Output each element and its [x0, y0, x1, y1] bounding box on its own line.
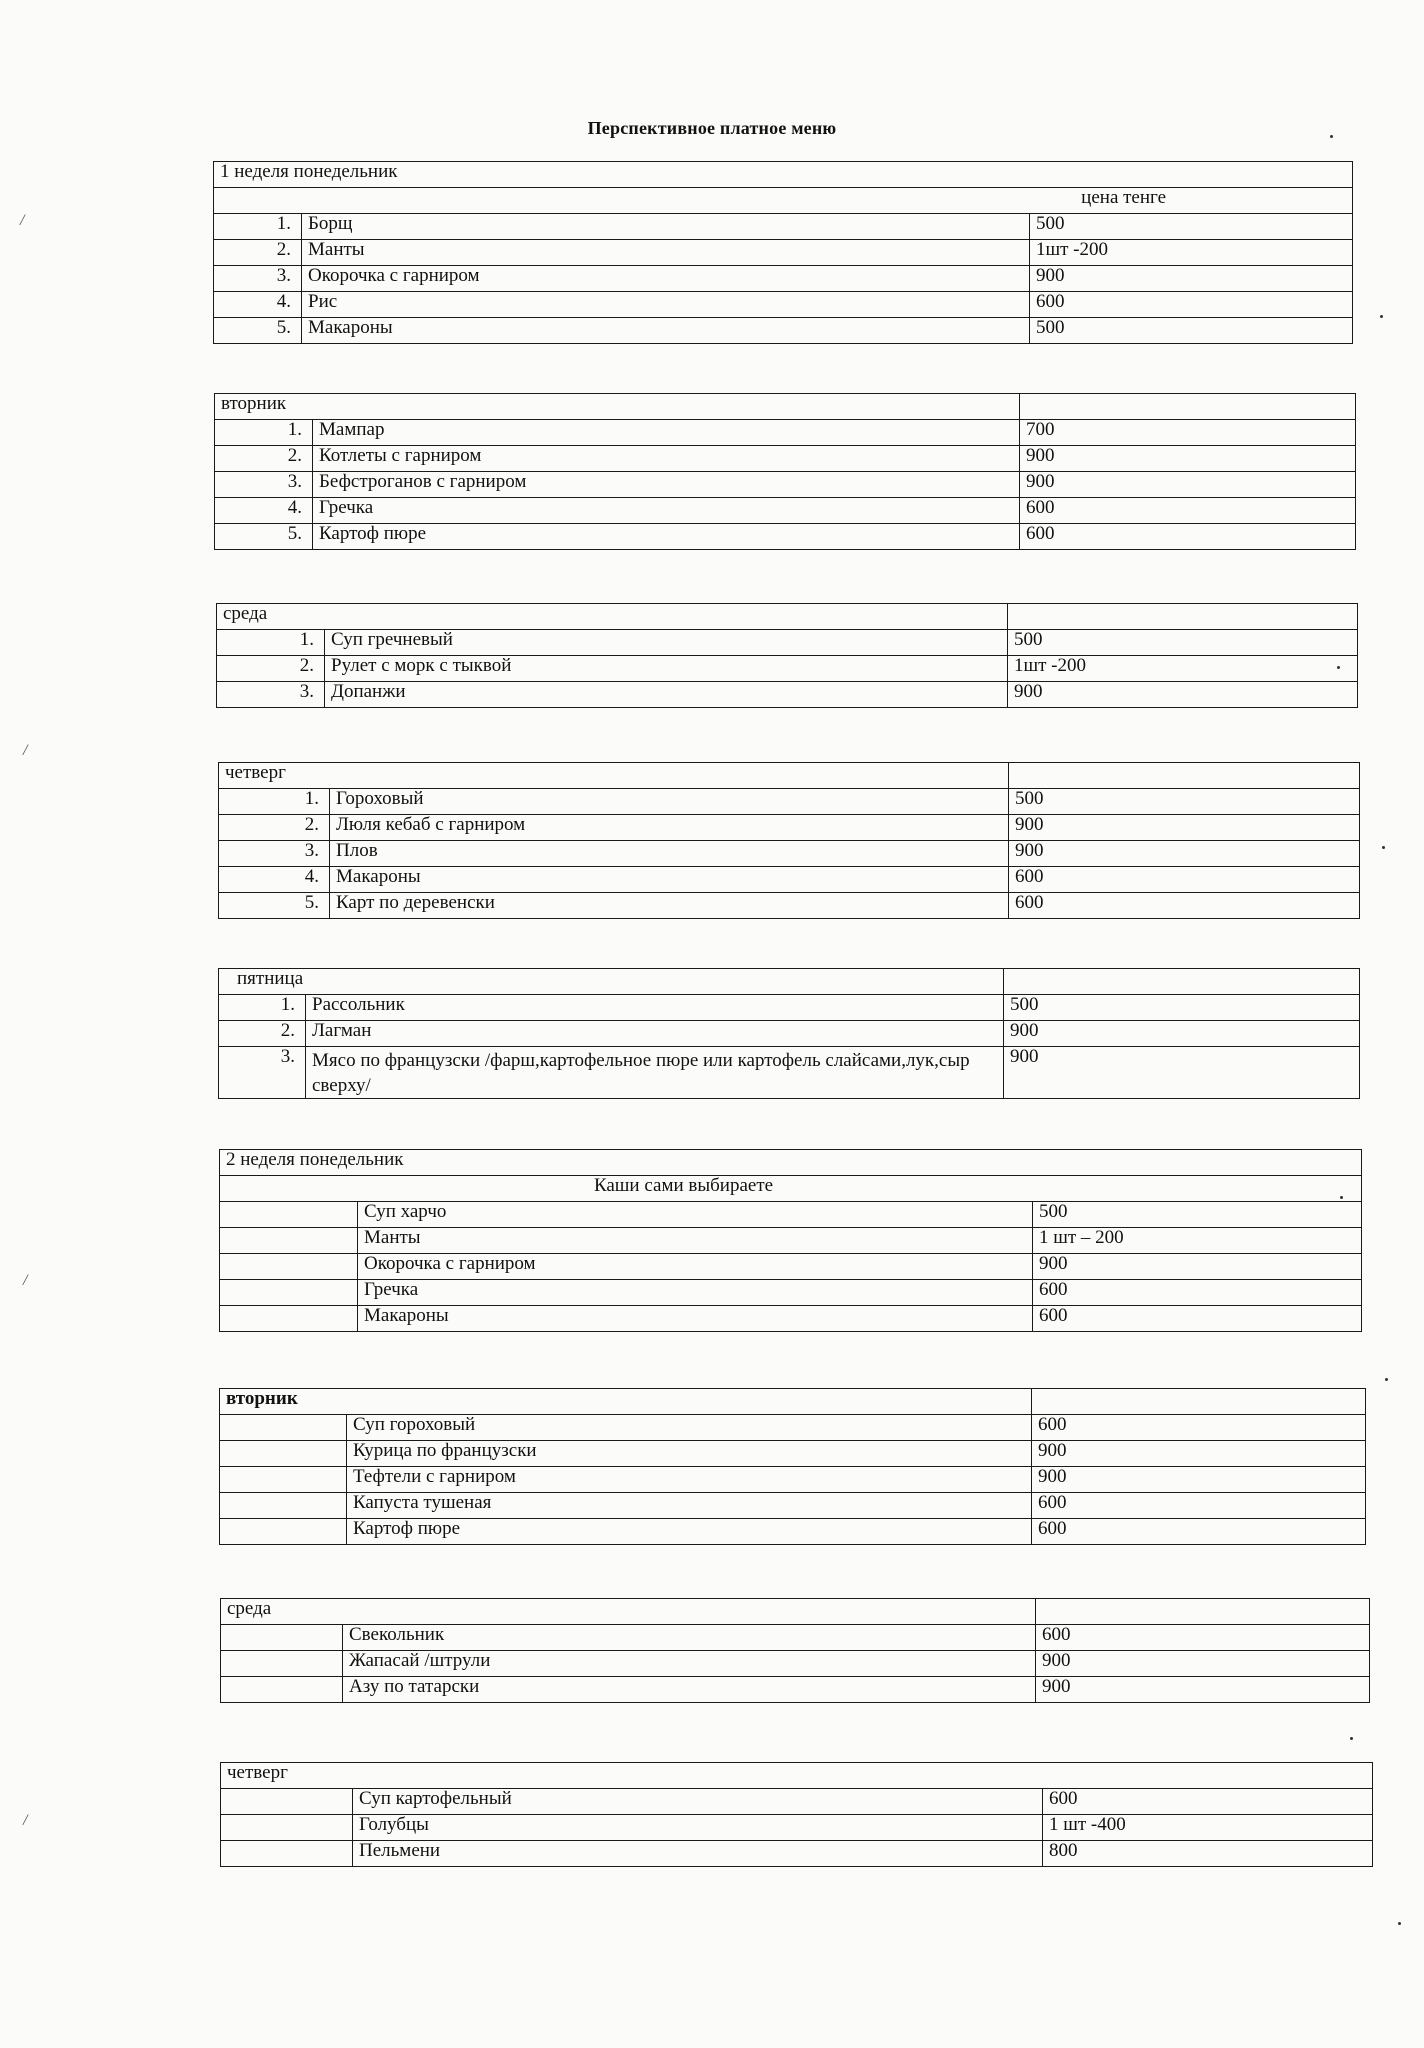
table-row: [221, 1651, 1370, 1677]
table-row: 3. Окорочка с гарниром 900: [214, 266, 1353, 292]
scan-speck: [1382, 846, 1385, 849]
scan-speck: [1340, 1196, 1343, 1199]
table-row: 3. Плов 900: [219, 841, 1360, 867]
dish-price: 900: [1032, 1467, 1366, 1493]
dish-price: 1 шт – 200: [1033, 1228, 1362, 1254]
dish-price: 600: [1032, 1519, 1366, 1545]
dish-name: Курица по французски: [347, 1441, 1032, 1467]
table-row: 1. Мампар 700: [215, 420, 1356, 446]
menu-table-w1-thursday: [218, 762, 1360, 919]
menu-table-w1-friday: [218, 968, 1360, 1099]
dish-price: 900: [1009, 815, 1360, 841]
dish-name: Рис: [302, 292, 1030, 318]
table-row: 3. Мясо по французски /фарш,картофельное пюре или картофель слайсами,лук,сыр сверху/ 900: [219, 1047, 1360, 1099]
table-row: [221, 1625, 1370, 1651]
dish-name: Картоф пюре: [313, 524, 1020, 550]
table-row: 1. Суп гречневый 500: [217, 630, 1358, 656]
dish-price: 600: [1032, 1493, 1366, 1519]
dish-price: 600: [1033, 1306, 1362, 1332]
day-header: среда: [221, 1599, 1036, 1625]
scan-tick: /: [23, 1272, 28, 1289]
table-row: [220, 1280, 1362, 1306]
scan-speck: [1380, 315, 1383, 318]
scan-speck: [1385, 1378, 1388, 1381]
dish-price: 500: [1030, 318, 1353, 344]
table-row: 2. Манты 1шт -200: [214, 240, 1353, 266]
dish-name: Карт по деревенски: [330, 893, 1009, 919]
dish-name: Манты: [302, 240, 1030, 266]
dish-name: Суп харчо: [358, 1202, 1033, 1228]
table-row: [220, 1254, 1362, 1280]
dish-name: Мясо по французски /фарш,картофельное пюре или картофель слайсами,лук,сыр сверху/: [306, 1047, 1004, 1099]
scan-speck: [1337, 666, 1340, 669]
dish-name: Суп гречневый: [325, 630, 1008, 656]
dish-name: Лагман: [306, 1021, 1004, 1047]
day-header: четверг: [221, 1763, 1373, 1789]
table-row: [221, 1677, 1370, 1703]
scan-tick: /: [20, 212, 25, 229]
table-row: [221, 1841, 1373, 1867]
dish-price: 900: [1036, 1651, 1370, 1677]
dish-price: 900: [1008, 682, 1358, 708]
dish-price: 500: [1004, 995, 1360, 1021]
dish-price: 600: [1036, 1625, 1370, 1651]
dish-price: 600: [1043, 1789, 1373, 1815]
dish-price: 600: [1032, 1415, 1366, 1441]
scan-tick: /: [23, 1812, 28, 1829]
dish-price: 600: [1009, 867, 1360, 893]
dish-name: Голубцы: [353, 1815, 1043, 1841]
dish-price: 600: [1020, 498, 1356, 524]
table-row: [220, 1415, 1366, 1441]
dish-price: 900: [1033, 1254, 1362, 1280]
dish-name: Котлеты с гарниром: [313, 446, 1020, 472]
dish-price: 1шт -200: [1030, 240, 1353, 266]
dish-name: Плов: [330, 841, 1009, 867]
menu-table-w2-monday: [219, 1149, 1362, 1332]
table-row: [220, 1306, 1362, 1332]
dish-name: Люля кебаб с гарниром: [330, 815, 1009, 841]
dish-name: Борщ: [302, 214, 1030, 240]
dish-name: Макароны: [330, 867, 1009, 893]
table-row: 1. Борщ 500: [214, 214, 1353, 240]
dish-price: 900: [1030, 266, 1353, 292]
menu-table-w1-monday: [213, 161, 1353, 344]
dish-name: Гречка: [358, 1280, 1033, 1306]
dish-price: 600: [1020, 524, 1356, 550]
table-row: 5. Карт по деревенски 600: [219, 893, 1360, 919]
table-row: 2. Лагман 900: [219, 1021, 1360, 1047]
dish-price: 900: [1020, 472, 1356, 498]
table-row: [221, 1789, 1373, 1815]
day-header: 1 неделя понедельник: [214, 162, 1353, 188]
day-header: вторник: [220, 1389, 1032, 1415]
menu-table-w2-wednesday: [220, 1598, 1370, 1703]
dish-name: Окорочка с гарниром: [358, 1254, 1033, 1280]
dish-name: Гречка: [313, 498, 1020, 524]
table-row: [221, 1815, 1373, 1841]
day-header: среда: [217, 604, 1008, 630]
table-row: 1. Рассольник 500: [219, 995, 1360, 1021]
dish-name: Рассольник: [306, 995, 1004, 1021]
table-row: 4. Макароны 600: [219, 867, 1360, 893]
dish-price: 500: [1030, 214, 1353, 240]
table-row: 5. Картоф пюре 600: [215, 524, 1356, 550]
dish-name: Капуста тушеная: [347, 1493, 1032, 1519]
dish-price: 900: [1020, 446, 1356, 472]
scan-speck: [1350, 1737, 1353, 1740]
table-row: 2. Котлеты с гарниром 900: [215, 446, 1356, 472]
dish-price: 900: [1032, 1441, 1366, 1467]
scan-tick: /: [23, 742, 28, 759]
day-header: четверг: [219, 763, 1009, 789]
dish-name: Суп картофельный: [353, 1789, 1043, 1815]
table-row: [220, 1228, 1362, 1254]
dish-price: 900: [1036, 1677, 1370, 1703]
table-row: [220, 1519, 1366, 1545]
day-header: вторник: [215, 394, 1020, 420]
table-row: [220, 1441, 1366, 1467]
dish-name: Азу по татарски: [343, 1677, 1036, 1703]
table-row: 3. Бефстроганов с гарниром 900: [215, 472, 1356, 498]
table-row: [220, 1493, 1366, 1519]
dish-name: Картоф пюре: [347, 1519, 1032, 1545]
scan-speck: [1398, 1922, 1401, 1925]
dish-name: Окорочка с гарниром: [302, 266, 1030, 292]
dish-name: Пельмени: [353, 1841, 1043, 1867]
table-note: Каши сами выбираете: [220, 1176, 1362, 1202]
table-row: 2. Рулет с морк с тыквой 1шт -200: [217, 656, 1358, 682]
dish-name: Мампар: [313, 420, 1020, 446]
table-row: 4. Рис 600: [214, 292, 1353, 318]
dish-price: 1 шт -400: [1043, 1815, 1373, 1841]
dish-name: Гороховый: [330, 789, 1009, 815]
page-title: Перспективное платное меню: [587, 118, 837, 138]
menu-table-w2-thursday: [220, 1762, 1373, 1867]
price-column-header: цена тенге: [214, 188, 1353, 214]
dish-name: Суп гороховый: [347, 1415, 1032, 1441]
scan-speck: [1330, 135, 1333, 138]
table-row: 4. Гречка 600: [215, 498, 1356, 524]
dish-name: Свекольник: [343, 1625, 1036, 1651]
table-row: 3. Допанжи 900: [217, 682, 1358, 708]
day-header: пятница: [219, 969, 1004, 995]
menu-table-w1-wednesday: [216, 603, 1358, 708]
menu-table-w1-tuesday: [214, 393, 1356, 550]
day-header: 2 неделя понедельник: [220, 1150, 1362, 1176]
dish-name: Макароны: [358, 1306, 1033, 1332]
dish-name: Тефтели с гарниром: [347, 1467, 1032, 1493]
dish-name: Макароны: [302, 318, 1030, 344]
dish-name: Бефстроганов с гарниром: [313, 472, 1020, 498]
table-row: [220, 1467, 1366, 1493]
menu-table-w2-tuesday: [219, 1388, 1366, 1545]
dish-price: 900: [1009, 841, 1360, 867]
dish-price: 800: [1043, 1841, 1373, 1867]
table-row: 5. Макароны 500: [214, 318, 1353, 344]
table-row: 2. Люля кебаб с гарниром 900: [219, 815, 1360, 841]
dish-price: 500: [1008, 630, 1358, 656]
dish-price: 500: [1033, 1202, 1362, 1228]
dish-price: 1шт -200: [1008, 656, 1358, 682]
dish-price: 900: [1004, 1021, 1360, 1047]
dish-name: Жапасай /штрули: [343, 1651, 1036, 1677]
dish-price: 600: [1030, 292, 1353, 318]
dish-name: Допанжи: [325, 682, 1008, 708]
dish-name: Манты: [358, 1228, 1033, 1254]
table-row: 1. Гороховый 500: [219, 789, 1360, 815]
dish-price: 900: [1004, 1047, 1360, 1099]
dish-price: 700: [1020, 420, 1356, 446]
dish-price: 600: [1033, 1280, 1362, 1306]
dish-price: 600: [1009, 893, 1360, 919]
table-row: [220, 1202, 1362, 1228]
dish-name: Рулет с морк с тыквой: [325, 656, 1008, 682]
dish-price: 500: [1009, 789, 1360, 815]
